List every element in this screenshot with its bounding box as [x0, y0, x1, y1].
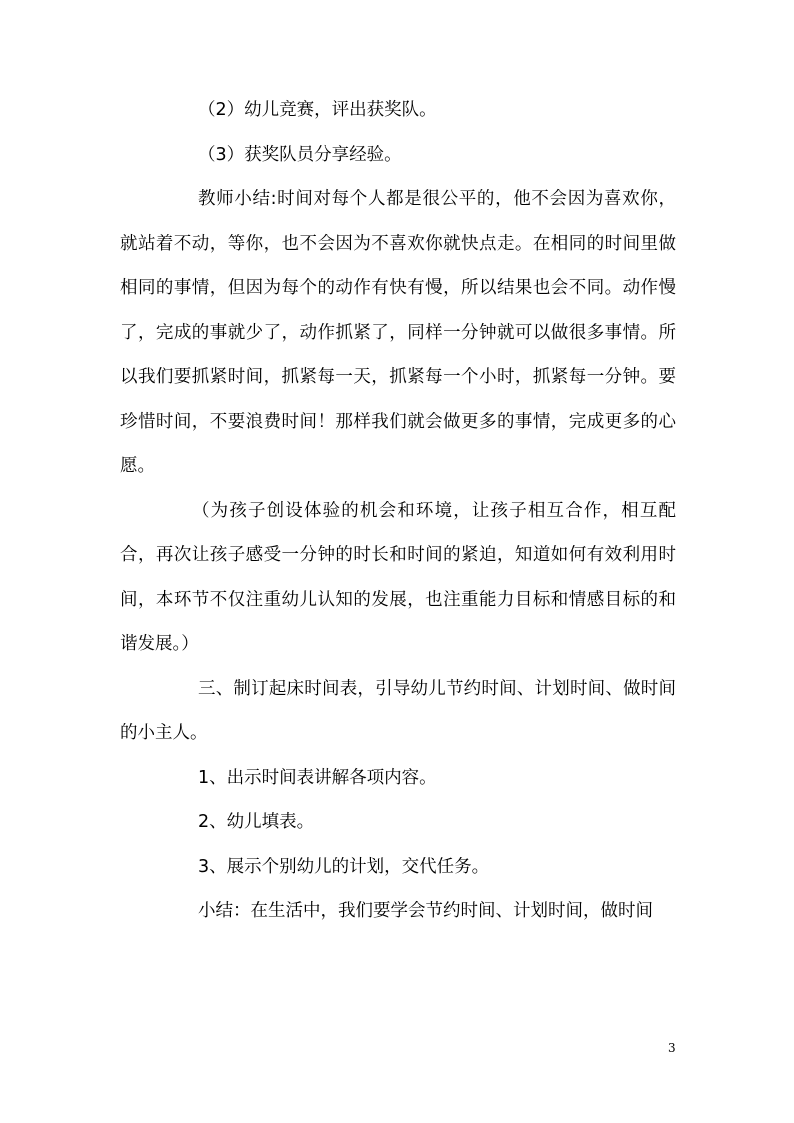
paragraph-section-three: 三、制订起床时间表，引导幼儿节约时间、计划时间、做时间的小主人。	[120, 678, 676, 743]
paragraph-design-note: （为孩子创设体验的机会和环境，让孩子相互合作，相互配合，再次让孩子感受一分钟的时长和时间的紧迫，知道如何有效利用时间，本环节不仅注重幼儿认知的发展，也注重能力目标和情感目标的和谐发展。）	[120, 500, 676, 654]
document-body	[120, 88, 676, 934]
page-number: 3	[668, 1041, 676, 1055]
paragraph-summary: 小结：在生活中，我们要学会节约时间、计划时间，做时间	[198, 901, 653, 921]
paragraph-teacher-summary: 教师小结:时间对每个人都是很公平的，他不会因为喜欢你，就站着不动，等你，也不会因为不喜欢你就快点走。在相同的时间里做相同的事情，但因为每个的动作有快有慢，所以结果也会不同。动作慢了，完成的事就少了，动作抓紧了，同样一分钟就可以做很多事情。所以我们要抓紧时间，抓紧每一天，抓紧每一个小时，抓紧每一分钟。要珍惜时间，不要浪费时间！那样我们就会做更多的事情，完成更多的心愿。	[120, 189, 676, 476]
paragraph-step-two: 2、幼儿填表。	[198, 812, 315, 832]
paragraph-share-experience: （3）获奖队员分享经验。	[198, 144, 402, 165]
paragraph-step-one: 1、出示时间表讲解各项内容。	[198, 767, 437, 788]
paragraph-step-three: 3、展示个别幼儿的计划，交代任务。	[198, 856, 490, 877]
paragraph-competition: （2）幼儿竞赛，评出获奖队。	[198, 100, 437, 120]
